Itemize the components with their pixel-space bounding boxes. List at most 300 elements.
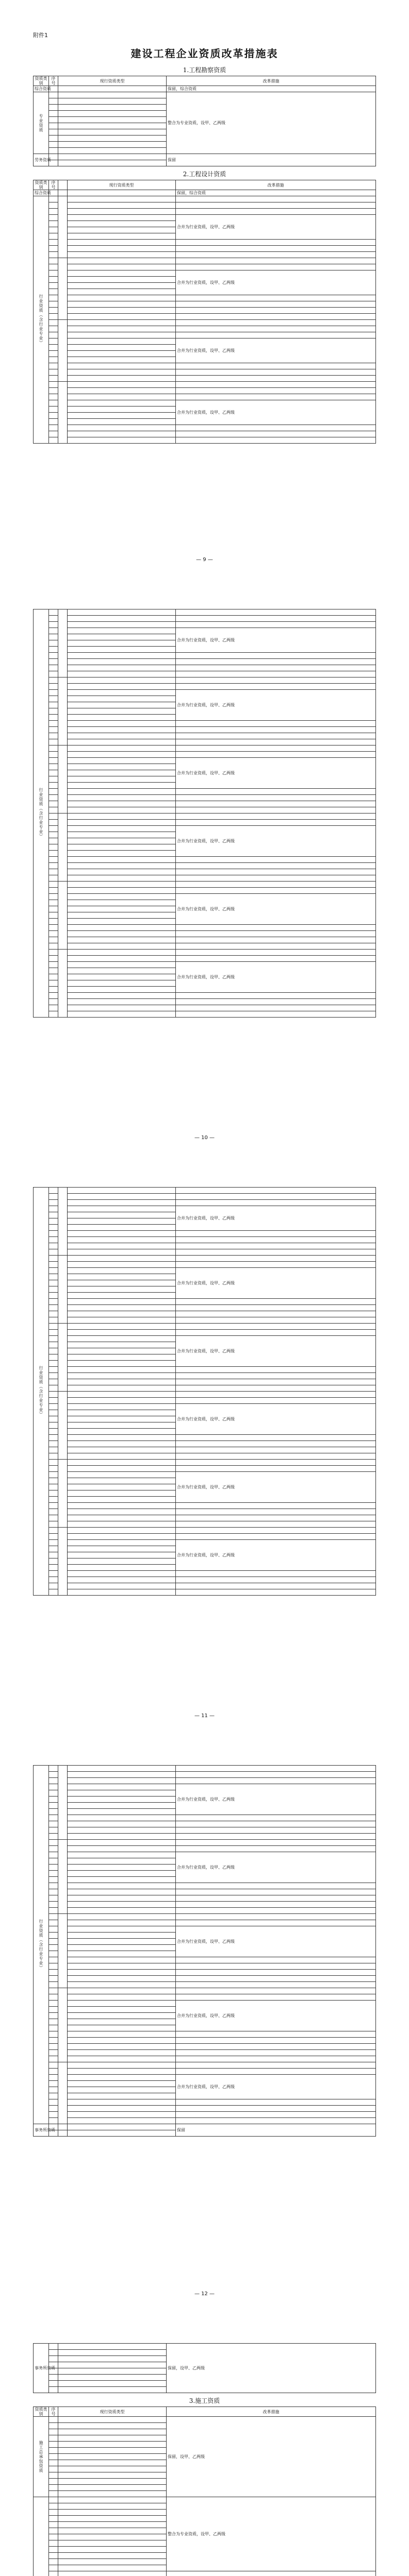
table-cell [49,1784,58,1790]
table-cell [49,1206,58,1212]
table-cell [68,764,176,770]
table-cell [49,2069,58,2075]
table-cell [49,369,58,376]
table-cell [49,956,58,962]
table-cell [68,1784,176,1790]
table-cell [49,92,58,98]
table-cell [49,1809,58,1815]
table-cell [68,1865,176,1871]
table-cell: 合并为行业资质，设甲、乙两级 [176,215,376,240]
table-cell [49,2056,58,2062]
table-cell [68,832,176,838]
table-cell [58,154,167,160]
table-cell [68,2001,176,2007]
table-row [34,628,376,634]
section-title-survey: 1.工程勘察资质 [183,66,226,74]
table-cell [176,671,376,677]
table-cell [49,258,58,264]
document-page-5 [0,2312,409,2576]
table-cell [68,801,176,807]
table-cell [49,1416,58,1422]
table-cell [68,2013,176,2019]
table-row [34,752,376,758]
table-row [34,993,376,999]
table-cell [49,919,58,925]
table-cell [49,2038,58,2044]
table-cell [176,1441,376,1447]
table-cell [49,2503,58,2510]
table-row [34,209,376,215]
table-cell [176,301,376,308]
table-cell: 行业资质（含行业专业） [34,1766,49,2124]
table-cell [49,1957,58,1963]
table-cell [68,1914,176,1920]
table-cell [49,1790,58,1797]
table-cell [68,1963,176,1970]
table-cell [49,209,58,215]
table-cell [49,2050,58,2056]
table-cell [58,382,68,444]
table-cell [68,1552,176,1558]
table-cell [68,202,176,209]
table-cell [49,2528,58,2534]
table-cell [176,1262,376,1268]
table-row [34,1970,376,1976]
table-cell [49,413,58,419]
document-page-1 [0,0,409,578]
table-cell [68,2081,176,2087]
table-row [34,1367,376,1373]
table-row [34,1237,376,1243]
table-cell [176,209,376,215]
table-cell: 合并为行业资质，设甲、乙两级 [176,1472,376,1503]
table-cell [49,264,58,270]
table-cell [49,196,58,202]
table-cell [176,1466,376,1472]
table-row [34,857,376,863]
table-cell [49,295,58,301]
table-cell [176,1194,376,1200]
table-row [34,665,376,671]
table-cell [58,2442,167,2448]
table-row [34,1772,376,1778]
table-row [34,2001,376,2007]
table-cell [49,1262,58,1268]
table-cell [49,2062,58,2069]
table-cell [68,795,176,801]
table-cell: 综合资质 [34,190,49,196]
table-cell [49,937,58,943]
table-row [34,1453,376,1460]
table-cell [68,1790,176,1797]
table-cell [68,727,176,733]
table-cell [58,117,167,123]
table-cell [49,2479,58,2485]
table-cell [68,1827,176,1834]
table-cell [68,715,176,721]
table-cell [49,1286,58,1293]
table-cell [49,2571,58,2576]
table-cell [68,190,176,196]
table-cell [49,2099,58,2106]
table-cell [176,1528,376,1534]
table-cell [176,1503,376,1509]
table-cell [49,974,58,980]
table-row [34,425,376,431]
table-cell: 事务所资质 [34,2124,49,2137]
table-cell [49,912,58,919]
table-cell [49,1379,58,1385]
table-cell [49,1392,58,1398]
table-cell [68,1231,176,1237]
table-cell [176,875,376,882]
table-cell [49,221,58,227]
table-cell: 序号 [49,2407,58,2417]
table-cell [49,1902,58,1908]
table-row [34,962,376,968]
table-cell [49,900,58,906]
table-cell [58,2344,167,2350]
table-row [34,869,376,875]
table-cell [58,2565,167,2571]
table-cell [68,425,176,431]
table-cell [68,1410,176,1416]
table-cell [68,1490,176,1497]
table-cell [49,2534,58,2540]
table-cell [68,1200,176,1206]
survey-table [33,76,376,166]
table-cell [49,2417,58,2423]
table-cell [68,351,176,357]
table-cell [49,1385,58,1392]
table-cell [68,2130,176,2137]
table-cell [49,135,58,142]
table-cell [49,2356,58,2362]
table-cell [68,1509,176,1515]
table-row [34,394,376,400]
table-row [34,1589,376,1596]
table-cell [49,764,58,770]
table-cell: 合并为行业资质，设甲、乙两级 [176,1336,376,1367]
table-cell [49,795,58,801]
table-cell [49,1484,58,1490]
table-cell [68,338,176,345]
table-cell [68,1212,176,1218]
table-cell [68,1005,176,1011]
page-number: — 10 — [194,1135,215,1141]
table-cell [68,1317,176,1324]
table-cell [58,320,68,382]
table-row [34,1256,376,1262]
table-cell [68,1939,176,1945]
table-cell [49,2106,58,2112]
table-cell [68,616,176,622]
table-cell [176,745,376,752]
table-row [34,609,376,616]
table-cell [49,2344,58,2350]
table-cell [49,2522,58,2528]
table-cell [49,882,58,888]
table-cell [49,925,58,931]
table-cell [49,1497,58,1503]
table-cell [68,1976,176,1982]
table-cell [49,962,58,968]
table-cell [176,1385,376,1392]
table-row [34,733,376,739]
table-row [34,314,376,320]
table-cell [49,2466,58,2472]
table-cell [58,2479,167,2485]
table-cell [68,295,176,301]
table-row [34,1902,376,1908]
table-cell [49,382,58,388]
table-cell [68,413,176,419]
table-cell [49,400,58,406]
table-row [34,2106,376,2112]
table-cell [49,2497,58,2503]
table-row [34,202,376,209]
table-cell [176,727,376,733]
table-cell [49,1472,58,1478]
table-cell [176,2069,376,2075]
table-cell [58,180,68,190]
table-cell [68,950,176,956]
table-cell: 合并为行业资质，设甲、乙两级 [176,1206,376,1231]
table-cell [49,1453,58,1460]
table-row [34,1317,376,1324]
table-cell [49,999,58,1005]
design-table-part-1 [33,180,376,444]
table-cell [68,332,176,338]
table-cell [58,160,167,166]
table-cell [68,1540,176,1546]
table-cell [49,968,58,974]
table-row [34,1766,376,1772]
table-cell [49,1490,58,1497]
table-row [34,2344,376,2350]
page-number: — 12 — [194,2291,215,2297]
table-cell [68,1299,176,1305]
table-cell [176,937,376,943]
table-cell [49,1846,58,1852]
table-cell [68,814,176,820]
table-cell [68,894,176,900]
table-cell [68,270,176,277]
table-cell [49,111,58,117]
table-row [34,1336,376,1342]
table-cell [49,2381,58,2387]
table-cell [58,677,68,745]
table-cell [49,869,58,875]
table-cell [49,2375,58,2381]
table-row [34,76,376,86]
table-cell [58,105,167,111]
table-cell [49,1558,58,1565]
table-cell [49,2081,58,2087]
table-cell [49,888,58,894]
table-row [34,1846,376,1852]
table-cell [68,789,176,795]
table-cell [68,419,176,425]
table-cell [68,1840,176,1846]
table-row [34,943,376,950]
table-cell [68,696,176,702]
table-cell [176,677,376,684]
table-cell [68,1385,176,1392]
table-row [34,2050,376,2056]
table-cell [68,1546,176,1552]
table-cell [49,1865,58,1871]
table-cell [176,814,376,820]
table-cell [49,838,58,844]
table-cell [49,1939,58,1945]
table-cell [176,863,376,869]
table-cell [68,1994,176,2001]
table-cell [167,2571,376,2576]
table-row [34,1466,376,1472]
table-cell [49,1571,58,1577]
table-row [34,1385,376,1392]
table-cell [49,2510,58,2516]
table-cell [68,1846,176,1852]
table-row [34,622,376,628]
table-cell: 行业资质（含行业专业） [34,609,49,1018]
table-cell [49,1293,58,1299]
table-cell [68,770,176,776]
table-cell [49,1778,58,1784]
table-cell [68,1262,176,1268]
table-cell [49,628,58,634]
table-row [34,727,376,733]
table-cell [68,2044,176,2050]
table-cell [58,2429,167,2435]
table-cell [68,677,176,684]
table-cell [58,2062,68,2124]
table-row [34,2044,376,2050]
table-cell [49,2025,58,2031]
table-cell [49,2553,58,2559]
table-cell [176,295,376,301]
table-cell [68,838,176,844]
table-cell [49,2559,58,2565]
table-cell: 序号 [49,76,58,86]
table-cell [49,931,58,937]
table-cell [58,2460,167,2466]
table-cell [58,123,167,129]
table-cell [49,2031,58,2038]
table-cell: 改革措施 [176,180,376,190]
table-cell [49,993,58,999]
table-cell [176,2038,376,2044]
table-cell [49,202,58,209]
table-cell [49,851,58,857]
table-row [34,1827,376,1834]
table-cell [49,1268,58,1274]
table-cell: 合并为行业资质，设甲、乙两级 [176,826,376,857]
table-cell [49,715,58,721]
table-cell [49,677,58,684]
table-cell: 专业资质 [34,92,49,154]
table-cell [49,980,58,987]
table-cell [68,289,176,295]
table-cell [68,919,176,925]
table-row [34,721,376,727]
table-cell [49,351,58,357]
table-row [34,1926,376,1933]
table-row [34,1534,376,1540]
table-cell [68,1256,176,1262]
table-cell [58,142,167,148]
table-cell [49,894,58,900]
table-cell: 合并为行业资质，设甲、乙两级 [176,628,376,653]
table-row [34,659,376,665]
document-title: 建设工程企业资质改革措施表 [130,47,279,60]
table-cell [49,332,58,338]
table-cell [68,1583,176,1589]
table-cell [49,776,58,783]
table-cell [68,1571,176,1577]
table-cell [176,2056,376,2062]
table-cell [176,425,376,431]
table-cell [176,857,376,863]
table-cell [68,283,176,289]
table-cell [68,1503,176,1509]
table-cell [68,1392,176,1398]
table-cell [176,684,376,690]
table-cell: 行业资质（含行业专业） [34,1188,49,1596]
table-row [34,1011,376,1018]
table-cell [176,789,376,795]
table-cell [58,2356,167,2362]
table-row [34,1577,376,1583]
table-cell [176,950,376,956]
table-cell: 现行资质类型 [58,2407,167,2417]
table-cell [49,875,58,882]
table-cell [68,2019,176,2025]
table-cell [68,1889,176,1895]
table-cell [176,1821,376,1827]
table-row [34,758,376,764]
table-cell [68,363,176,369]
table-cell [68,2069,176,2075]
table-cell [176,431,376,437]
table-row [34,1472,376,1478]
table-cell [176,2099,376,2106]
table-cell [49,2007,58,2013]
design-table-part-5 [33,2343,376,2393]
table-cell [68,659,176,665]
table-cell [49,696,58,702]
table-cell: 合并为行业资质，设甲、乙两级 [176,1540,376,1571]
table-row [34,1821,376,1827]
table-cell [49,289,58,295]
table-cell [49,406,58,413]
table-cell [49,1951,58,1957]
table-cell [68,1834,176,1840]
table-cell [49,783,58,789]
table-row [34,180,376,190]
table-cell [49,345,58,351]
table-row [34,1262,376,1268]
table-cell [68,2118,176,2124]
table-cell [58,1528,68,1596]
table-cell [68,1883,176,1889]
table-cell [176,1367,376,1373]
table-row [34,1379,376,1385]
table-row [34,92,376,98]
table-cell [68,1330,176,1336]
table-cell [58,2435,167,2442]
